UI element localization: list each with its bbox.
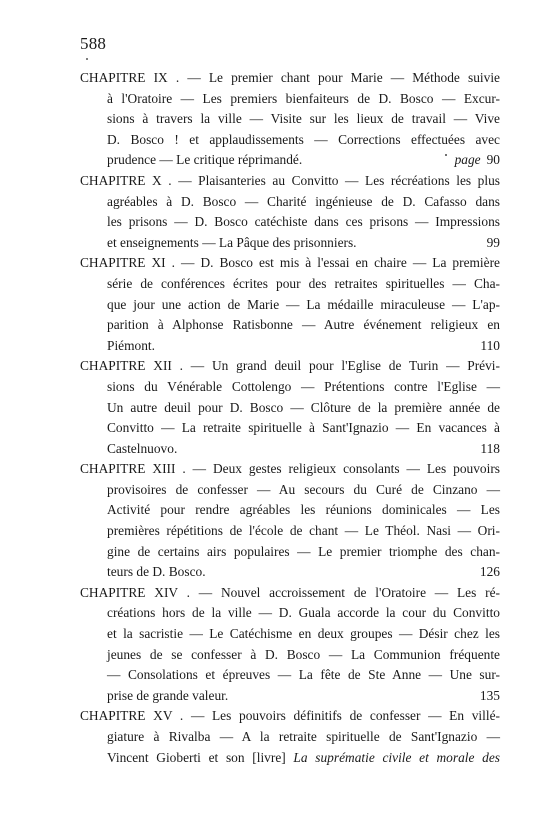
toc-entry-chapter-12 [80,356,500,459]
chapter-heading: CHAPITRE XIII . — Deux gestes religieux consolants — Les pouvoirs [80,461,500,477]
table-of-contents [80,68,500,768]
chapter-heading: CHAPITRE X . — Plaisanteries au Convitto — Les récréations les plus [80,172,500,188]
entry-line: et la sacristie — Le Catéchisme en deux groupes — Désir chez les [107,626,500,642]
entry-line: que jour une action de Marie — La médaille miraculeuse — L'ap- [107,296,500,312]
entry-line: giature à Rivalba — A la retraite spirituelle de Sant'Ignazio — [107,729,500,744]
entry-line: prise de grande valeur. [107,687,229,703]
entry-line: Castelnuovo. [107,440,178,456]
entry-line: provisoires de confesser — Au secours du Curé de Cinzano — [107,481,500,497]
entry-line: sions à travers la ville — Visite sur les lieux de travail — Vive [107,111,500,127]
chapter-heading: CHAPITRE XIV . — Nouvel accroissement de l'Oratoire — Les ré- [80,584,500,600]
entry-line: prudence — Le critique réprimandé. [107,152,303,168]
page-reference [480,439,500,460]
toc-entry-chapter-9 [80,68,500,171]
toc-entry-chapter-11 [80,253,500,356]
entry-line: — Consolations et épreuves — La fête de Ste Anne — Une sur- [107,667,500,683]
page-reference [480,686,500,707]
page-value: 135 [479,687,500,703]
toc-entry-chapter-14 [80,583,500,707]
chapter-heading: CHAPITRE IX . — Le premier chant pour Marie — Méthode suivie [80,70,500,85]
entry-line: parition à Alphonse Ratisbonne — Autre événement religieux en [107,317,500,333]
entry-line: premières répétitions de l'école de chant — Le Théol. Nasi — Ori- [107,523,500,539]
page-reference [480,336,500,357]
page-number: 588 [80,34,107,53]
entry-line: créations hors de la ville — D. Guala accorde la cour du Convitto [107,605,500,621]
toc-entry-chapter-15 [80,706,500,768]
entry-line: agréables à D. Bosco — Charité ingénieuse de D. Cafasso dans [107,193,500,209]
page-value: 90 [486,152,500,168]
print-mark [86,58,88,60]
chapter-heading: CHAPITRE XII . — Un grand deuil pour l'Eglise de Turin — Prévi- [80,358,500,374]
entry-line: et enseignements — La Pâque des prisonniers. [107,234,357,250]
book-title: La suprématie civile et morale des [293,749,500,765]
page-value: 118 [480,440,500,456]
entry-line-text: Vincent Gioberti et son [livre] [107,749,294,765]
toc-entry-chapter-13 [80,459,500,583]
entry-line: sions du Vénérable Cottolengo — Prétentions contre l'Eglise — [107,378,500,394]
page-reference [487,233,500,254]
entry-line: Convitto — La retraite spirituelle à Sant'Ignazio — En vacances à [107,420,500,436]
entry-line: Piémont. [107,337,155,353]
page-value: 126 [479,564,500,580]
page-label: page [454,152,481,168]
entry-line: Activité pour rendre agréables les réunions dominicales — Les [107,502,500,518]
entry-line: jeunes de se confesser à D. Bosco — La Communion fréquente [107,646,500,662]
toc-entry-chapter-10 [80,171,500,253]
page-value: 99 [486,234,500,250]
entry-line: les prisons — D. Bosco catéchiste dans ces prisons — Impressions [107,214,500,230]
entry-line: D. Bosco ! et applaudissements — Corrections effectuées avec [107,131,500,147]
chapter-heading: CHAPITRE XV . — Les pouvoirs définitifs de confesser — En villé- [80,708,500,724]
entry-line: série de conférences écrites pour des retraites spirituelles — Cha- [107,275,500,291]
entry-line [80,748,500,769]
chapter-heading: CHAPITRE XI . — D. Bosco est mis à l'essai en chaire — La première [80,255,500,271]
entry-line: à l'Oratoire — Les premiers bienfaiteurs de D. Bosco — Excur- [107,90,500,106]
page-value: 110 [480,337,500,353]
entry-line: teurs de D. Bosco. [107,564,206,580]
entry-line: Un autre deuil pour D. Bosco — Clôture de la première année de [107,399,500,415]
entry-line: gine de certains airs populaires — Le premier triomphe des chan- [107,543,500,559]
page-reference [480,562,500,583]
page-reference [455,150,500,171]
